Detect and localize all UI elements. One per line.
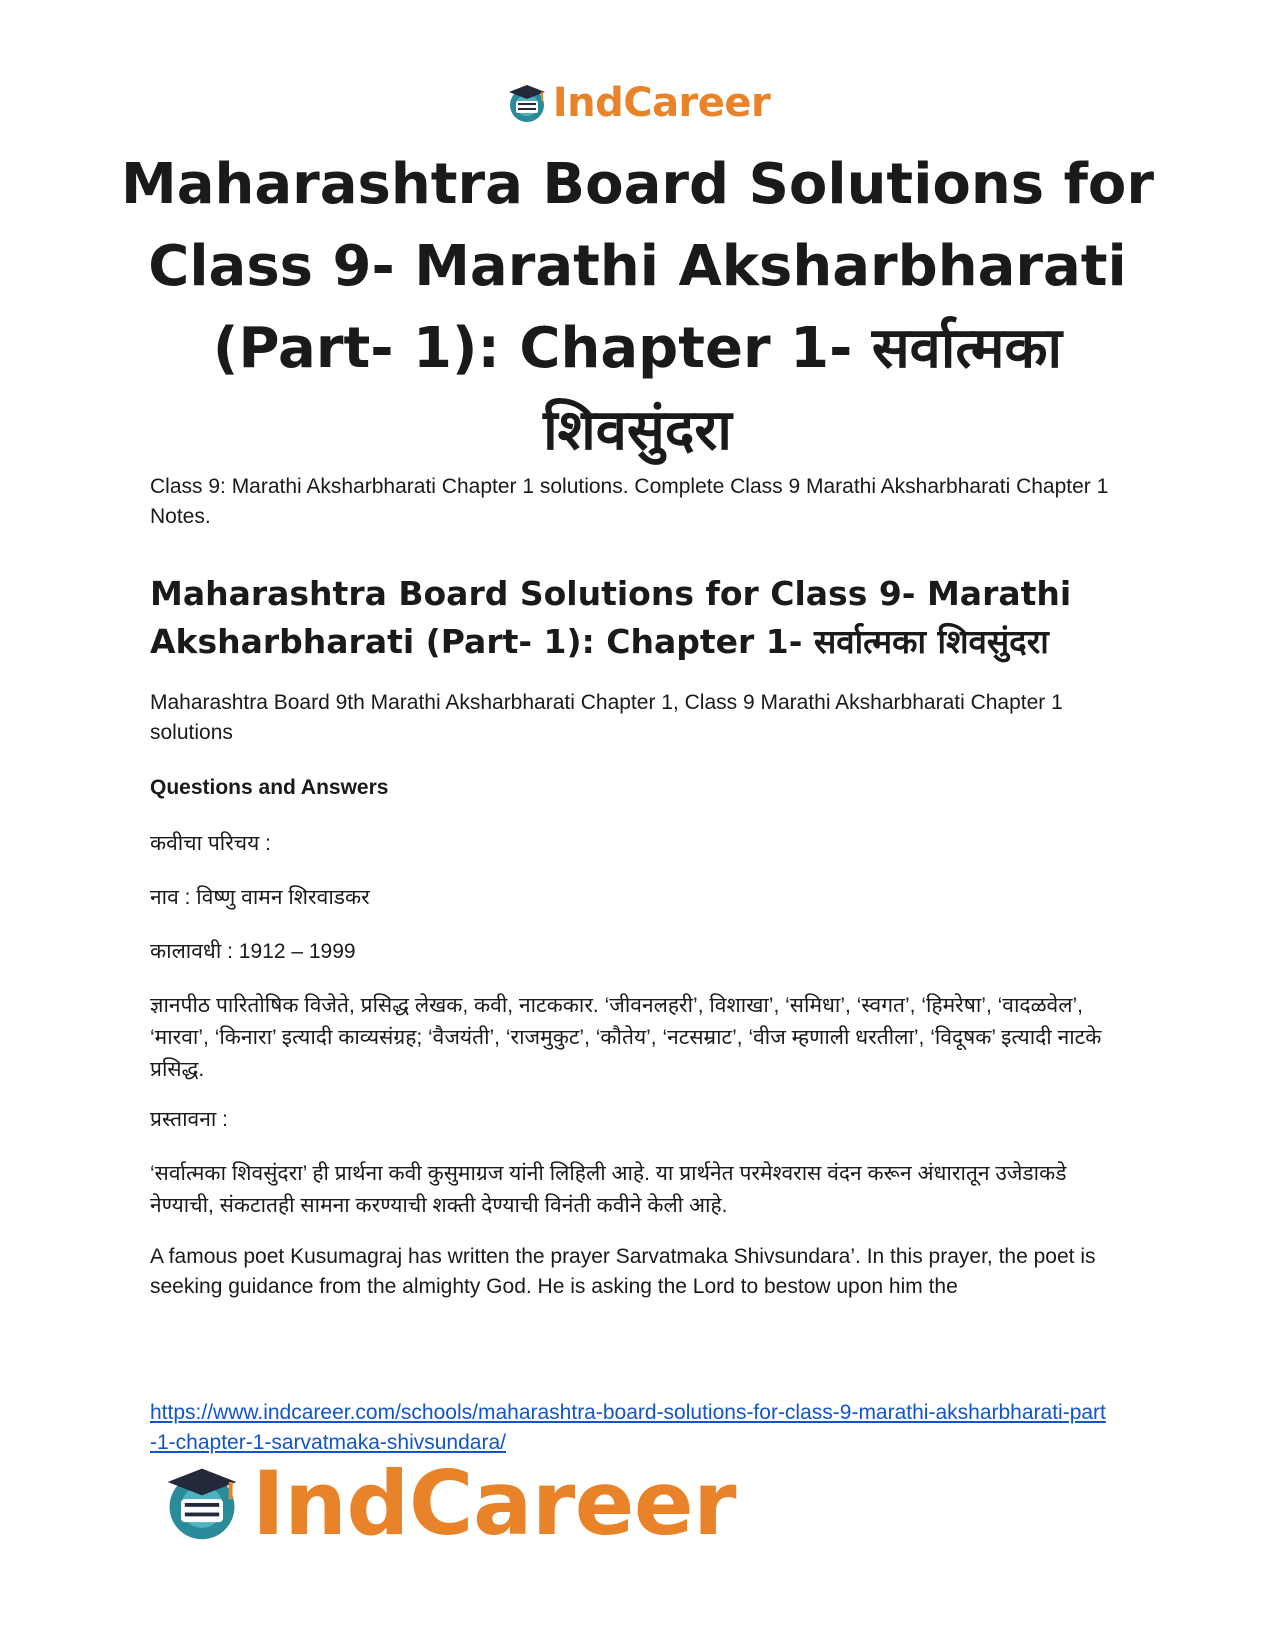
header-logo[interactable] xyxy=(0,78,1275,128)
footer-logo[interactable] xyxy=(160,1451,737,1555)
poet-intro-label: कवीचा परिचय : xyxy=(150,832,271,855)
qa-heading: Questions and Answers xyxy=(150,776,389,799)
graduation-globe-icon xyxy=(160,1461,244,1545)
logo-text: IndCareer xyxy=(552,80,771,126)
graduation-globe-icon xyxy=(505,81,549,125)
logo-text: IndCareer xyxy=(252,1451,737,1555)
section-heading: Maharashtra Board Solutions for Class 9- Marathi Aksharbharati (Part- 1): Chapter 1- सर्वात्मका शिवसुंदरा xyxy=(150,574,1072,661)
english-paragraph: A famous poet Kusumagraj has written the prayer Sarvatmaka Shivsundara’. In this prayer, the poet is seeking guidance from the almighty God. He is asking the Lord to bestow upon him the xyxy=(150,1245,1096,1298)
source-link[interactable]: https://www.indcareer.com/schools/maharashtra-board-solutions-for-class-9-marathi-aksharbharati-part-1-chapter-1-sarvatmaka-shivsundara/ xyxy=(150,1401,1106,1454)
preface-label: प्रस्तावना : xyxy=(150,1108,228,1131)
page-title: Maharashtra Board Solutions for Class 9- Marathi Aksharbharati (Part- 1): Chapter 1- सर्वात्मका शिवसुंदरा xyxy=(120,152,1155,463)
subtext-paragraph: Maharashtra Board 9th Marathi Aksharbharati Chapter 1, Class 9 Marathi Aksharbharati Chapter 1 solutions xyxy=(150,691,1063,744)
intro-paragraph: Class 9: Marathi Aksharbharati Chapter 1 solutions. Complete Class 9 Marathi Aksharbharati Chapter 1 Notes. xyxy=(150,475,1109,528)
preface-paragraph: ‘सर्वात्मका शिवसुंदरा’ ही प्रार्थना कवी कुसुमाग्रज यांनी लिहिली आहे. या प्रार्थनेत परमेश्वरास वंदन करून अंधारातून उजेडाकडे नेण्याची, संकटातही सामना करण्याची शक्ती देण्याची विनंती कवीने केली आहे. xyxy=(150,1162,1067,1217)
poet-bio-paragraph: ज्ञानपीठ पारितोषिक विजेते, प्रसिद्ध लेखक, कवी, नाटककार. ‘जीवनलहरी’, विशाखा’, ‘समिधा’, ‘स्वगत’, ‘हिमरेषा’, ‘वादळवेल’, ‘मारवा’, ‘किनारा’ इत्यादी काव्यसंग्रह; ‘वैजयंती’, ‘राजमुकुट’, ‘कौतेय’, ‘नटसम्राट’, ‘वीज म्हणाली धरतीला’, ‘विदूषक’ इत्यादी नाटके प्रसिद्ध. xyxy=(150,994,1102,1081)
poet-name-line: नाव : विष्णु वामन शिरवाडकर xyxy=(150,886,370,909)
poet-period-line: कालावधी : 1912 – 1999 xyxy=(150,940,356,963)
